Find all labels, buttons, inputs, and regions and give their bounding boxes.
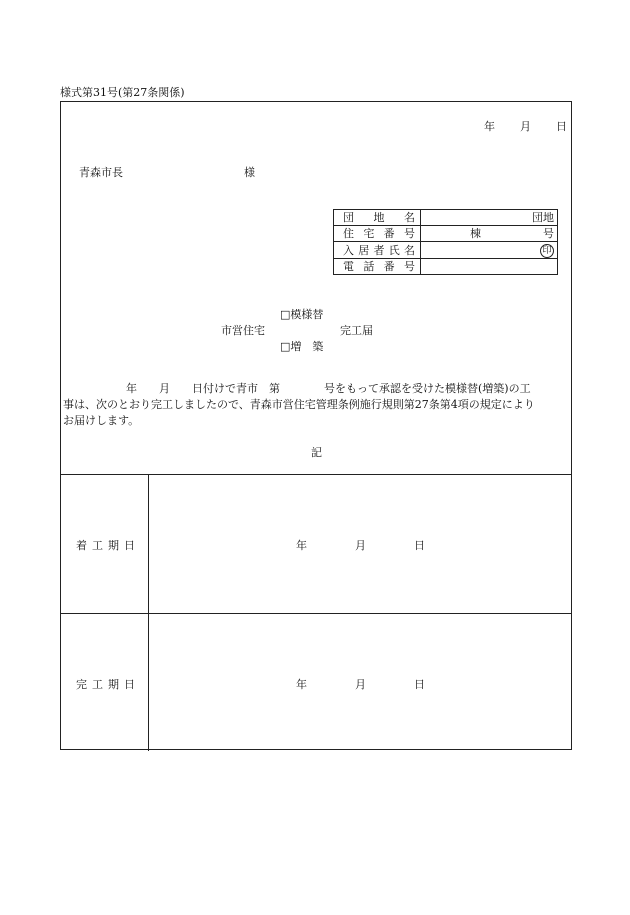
label-jutaku-bango: 住 宅 番 号	[343, 227, 415, 240]
label-nyukyosha: 入 居 者 氏 名	[343, 243, 415, 257]
body-line-2: 事は、次のとおり完工しましたので、青森市営住宅管理条例施行規則第27条第4項の規定により	[63, 398, 535, 411]
header-day: 日	[556, 120, 567, 133]
divider-top	[61, 474, 571, 475]
end-date-label: 完工期日	[76, 678, 140, 691]
title-suffix: 完工届	[340, 324, 373, 337]
title-option-extension[interactable]: □増 築	[280, 340, 324, 353]
value-denwa[interactable]	[421, 259, 558, 275]
divider-middle	[61, 613, 571, 614]
table-row	[334, 210, 558, 226]
addressee-honorific: 様	[244, 166, 255, 179]
addressee-title: 青森市長	[79, 166, 123, 179]
body-line-1: 年 月 日付けで青市 第 号をもって承認を受けた模様替(増築)の工	[126, 382, 531, 395]
form-number: 様式第31号(第27条関係)	[60, 86, 185, 99]
start-year[interactable]: 年	[296, 539, 307, 552]
table-row	[334, 259, 558, 275]
header-month: 月	[520, 120, 531, 133]
ki-mark: 記	[311, 446, 322, 459]
value-building: 棟	[470, 227, 481, 240]
end-month[interactable]: 月	[355, 678, 366, 691]
body-line-3: お届けします。	[63, 414, 140, 427]
start-day[interactable]: 日	[414, 539, 425, 552]
title-option-remodel[interactable]: □模様替	[280, 308, 324, 321]
start-date-label: 着工期日	[76, 539, 140, 552]
label-denwa: 電 話 番 号	[343, 260, 415, 273]
table-row	[334, 242, 558, 259]
suffix-danchi: 団地	[532, 211, 554, 224]
value-danchi[interactable]	[421, 210, 558, 226]
label-danchi: 団 地 名	[343, 211, 415, 224]
column-divider	[148, 474, 149, 751]
suffix-number: 号	[543, 227, 554, 240]
value-nyukyosha[interactable]	[421, 242, 558, 259]
start-month[interactable]: 月	[355, 539, 366, 552]
title-prefix: 市営住宅	[221, 324, 265, 337]
value-jutaku-bango[interactable]	[421, 226, 558, 242]
applicant-table	[333, 209, 558, 275]
end-year[interactable]: 年	[296, 678, 307, 691]
table-row	[334, 226, 558, 242]
header-year: 年	[484, 120, 495, 133]
seal-mark-icon: 印	[540, 244, 554, 258]
end-day[interactable]: 日	[414, 678, 425, 691]
